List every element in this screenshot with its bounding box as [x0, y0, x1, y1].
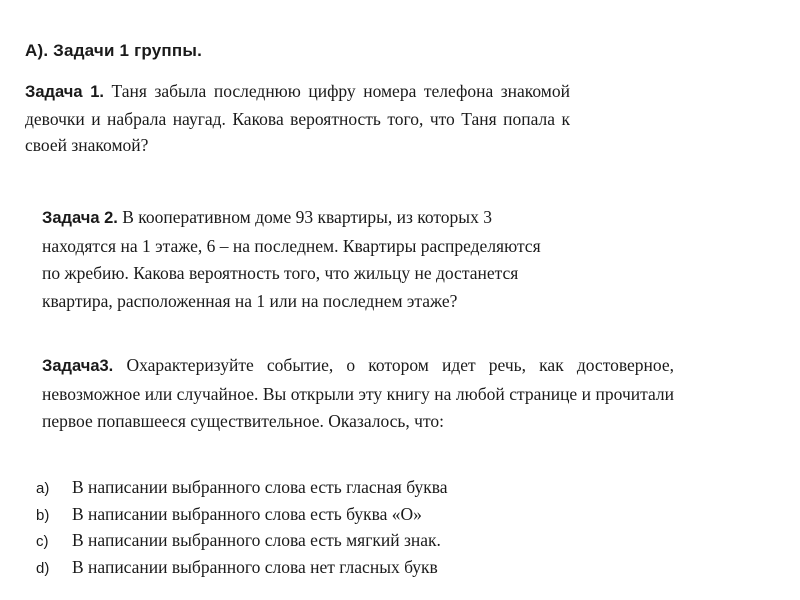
task-2-label: Задача 2.	[42, 209, 118, 227]
task-3	[42, 352, 674, 436]
option-text: В написании выбранного слова нет гласных букв	[72, 556, 438, 577]
task-1-text: Таня забыла последнюю цифру номера телефона знакомой девочки и набрала наугад. Какова вероятность того, что Таня попала к своей знакомой?	[25, 81, 570, 155]
option-marker: b)	[36, 506, 50, 524]
task-2-text: В кооперативном доме 93 квартиры, из которых 3 находятся на 1 этаже, 6 – на последнем. Квартиры распределяются по жребию. Какова вероятность того, что жильцу не достанется квартира, расположенная на 1 или на последнем этаже?	[42, 207, 541, 311]
section-title: А). Задачи 1 группы.	[25, 41, 203, 60]
list-item	[36, 501, 448, 528]
task-3-text: Охарактеризуйте событие, о котором идет речь, как достоверное, невозможное или случайное. Вы открыли эту книгу на любой странице и прочитали первое попавшееся существительное. Оказалось, что:	[42, 355, 675, 431]
list-item	[36, 554, 448, 581]
list-item	[36, 474, 448, 501]
list-item	[36, 527, 448, 554]
option-text: В написании выбранного слова есть буква «О»	[72, 503, 422, 524]
task-1	[25, 78, 570, 159]
task-1-label: Задача 1.	[25, 83, 104, 101]
task-2	[42, 204, 562, 315]
option-marker: a)	[36, 480, 50, 497]
task-3-label: Задача3.	[42, 357, 114, 375]
answer-options-list	[36, 474, 448, 580]
option-text: В написании выбранного слова есть мягкий знак.	[72, 530, 441, 550]
option-marker: c)	[36, 533, 49, 550]
option-marker: d)	[36, 559, 50, 577]
option-text: В написании выбранного слова есть гласная буква	[72, 477, 448, 497]
